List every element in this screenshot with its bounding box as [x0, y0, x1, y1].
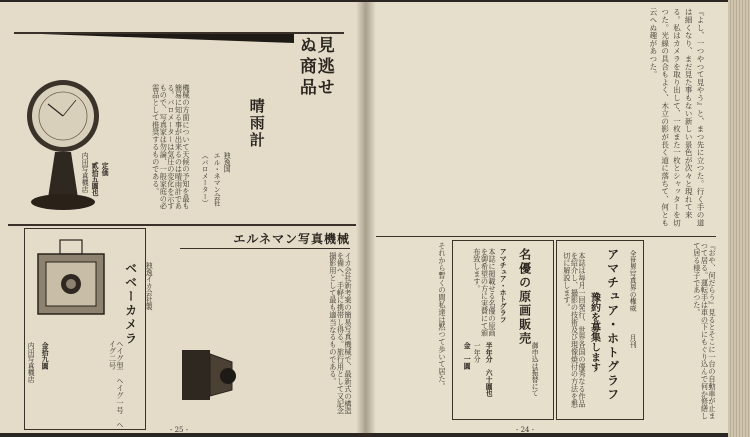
maker-label: 独逸国 [222, 152, 231, 173]
page-number-left: - 25 - [170, 426, 189, 434]
subscription-tagline: 豫約を募集します [588, 292, 600, 372]
price-label: 定価 [100, 162, 109, 176]
maker-name: エル・ネマン会社 [212, 152, 221, 207]
picture-price-year: 一年分 [472, 342, 481, 363]
subscription-title: アマチュア・ホトグラフ [605, 248, 620, 402]
picture-price-amount: 金 一圓 [462, 342, 471, 370]
product-subtitle: （バロメーター） [200, 152, 209, 207]
section-divider [8, 224, 356, 226]
price-barometer: 貳拾五圓也 [90, 162, 99, 196]
camera-shop: 内田写真機店 [26, 342, 35, 383]
folding-camera-illustration [180, 332, 240, 412]
picture-ad-title: 名優の原画販売 [517, 248, 532, 346]
page-number-right: - 24 - [516, 426, 535, 434]
barometer-description: 機械の方面について天候の予知を最も簡易に知る事が出来るのは晴雨計である。バロメーターは気圧の変化を示すもので、写真家は勿論、一般家庭の必需品として推奨するものである。 [151, 84, 191, 210]
right-section-divider [376, 236, 716, 237]
top-rule [14, 32, 344, 34]
picture-ad-text: 本誌に掲載せる名優の原画を御希望の方に実費にて頒布致します。 [472, 248, 497, 337]
novel-text-lower: 『おや、何だらう』見るとそこに一台の自動車が止まつて居る。運転手は車の下にもぐり込んで何か修繕して居る様子であつた。 [692, 242, 717, 420]
subscription-text: 本誌は毎月一回発行、世界各国の優秀なる作品を紹介し、撮影の技術及び現像焼付の方法を懇切に解説します。 [562, 252, 587, 408]
camera-models: ヘイグ型 ヘイグ一号 ヘイグ二号 [108, 340, 125, 429]
left-page [0, 2, 366, 433]
book-gutter [356, 0, 376, 437]
novel-text-extra: それから暫くの間私達は黙つて歩いて居た。 [438, 242, 447, 390]
banner-title: 見逃せぬ商品 [295, 36, 334, 99]
subscription-lead2: 月刊 [628, 334, 637, 348]
product-name-barometer: 晴雨計 [247, 98, 266, 149]
banner-graphic [14, 32, 294, 44]
camera-product-name: ベベーカメラ [123, 262, 138, 346]
subscription-lead: 全世界写真界の権威 [628, 250, 637, 312]
novel-text-upper: 『よし、一つやつて見やう』と、まつ先に立つた。行く手の道は細くなり、まだ見た事もない新しい景色が次々と現れて来る。私はカメラを取り出して、一枚また一枚とシャッターを切つた。光線の具合もよく、木立の影が長く道に落ちて、何とも云へぬ趣があつた。 [648, 8, 705, 227]
headline-rule [180, 248, 350, 249]
camera-maker: 独逸イカ会社製 [144, 262, 153, 310]
picture-ad-subtitle: アマチュア・ホトグラフ [498, 248, 507, 323]
camera-price: 金拾九圓 [40, 342, 49, 370]
shop-name: 内田写真機店 [80, 152, 89, 193]
picture-price-half: 半年分 六十圓也 [484, 342, 493, 397]
ad-headline: エルネマン写真機械 [233, 232, 350, 246]
right-page [366, 2, 728, 433]
camera-illustration [32, 234, 110, 332]
page-edges [728, 0, 750, 437]
camera-description: イカ会社新考案の簡易写真機械で、最新式の構造を備へ、手軽に携帯し得る。旅行用として又記念撮影用として最も適当なるものである。 [328, 252, 353, 415]
picture-order-note: 御申込は振替にて [530, 342, 539, 397]
